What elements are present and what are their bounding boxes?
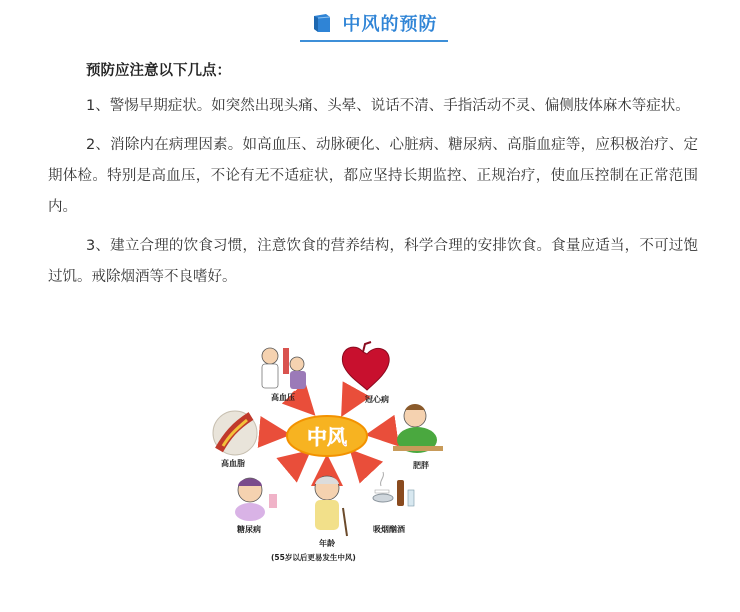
heart-icon <box>342 342 389 390</box>
label-obesity: 肥胖 <box>413 461 429 470</box>
label-age-note: (55岁以后更易发生中风) <box>271 553 356 562</box>
page-title: 中风的预防 <box>342 14 438 35</box>
arrow-heart <box>345 392 355 410</box>
book-icon <box>311 12 333 34</box>
elderly-figure <box>315 476 347 536</box>
smoking-drinking-icon <box>373 472 414 506</box>
label-diabetes: 糖尿病 <box>237 525 261 534</box>
paragraph-3: 3、建立合理的饮食习惯，注意饮食的营养结构，科学合理的安排饮食。食量应适当，不可过饱过饥。戒除烟酒等不良嗜好。 <box>48 238 698 285</box>
arrow-smoking <box>355 455 369 470</box>
label-heart: 冠心病 <box>365 395 389 404</box>
paragraph-1: 1、警惕早期症状。如突然出现头痛、头晕、说话不清、手指活动不灵、偏侧肢体麻木等症状。 <box>86 98 690 114</box>
diabetes-figure <box>235 478 277 521</box>
arrow-lipid <box>260 432 283 434</box>
article-body <box>48 56 698 301</box>
obese-man-figure <box>393 404 443 453</box>
title-block <box>300 6 448 40</box>
label-smoking: 吸烟酗酒 <box>373 525 405 534</box>
label-lipid: 高血脂 <box>221 459 245 468</box>
diagram-canvas <box>205 340 465 570</box>
arrow-obesity <box>373 432 387 434</box>
lead-text: 预防应注意以下几点： <box>86 63 231 79</box>
arrow-hypertension <box>293 392 310 410</box>
vessel-icon <box>213 411 257 455</box>
label-age: 年龄 <box>319 539 335 548</box>
label-hypertension: 高血压 <box>271 393 295 402</box>
stroke-risk-diagram <box>205 340 465 570</box>
doctor-figure <box>262 348 306 389</box>
arrow-diabetes <box>287 455 305 470</box>
title-underline <box>300 40 448 42</box>
center-label: 中风 <box>307 425 347 449</box>
article-header <box>0 0 740 46</box>
paragraph-2: 2、消除内在病理因素。如高血压、动脉硬化、心脏病、糖尿病、高脂血症等，应积极治疗、定期体检。特别是高血压，不论有无不适症状，都应坚持长期监控、正规治疗，使血压控制在正常范围内。 <box>48 137 698 215</box>
